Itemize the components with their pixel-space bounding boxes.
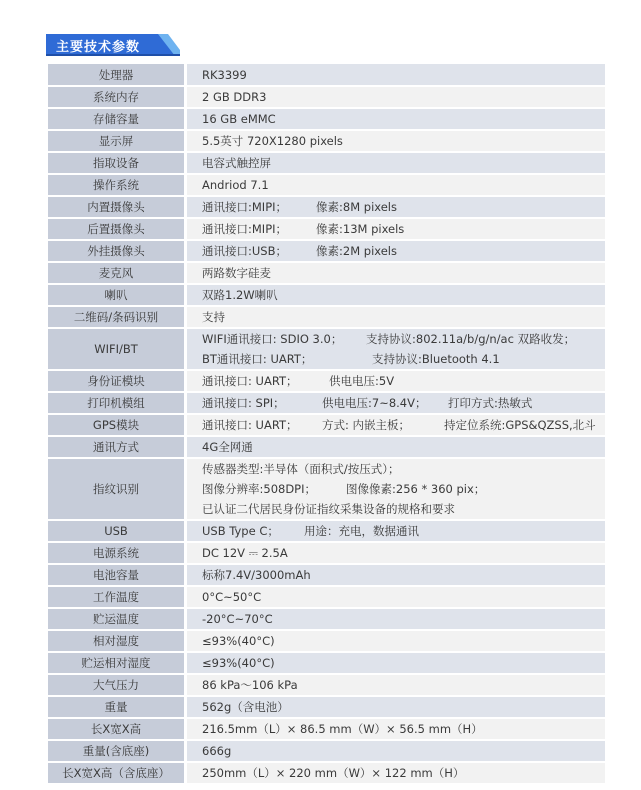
spec-label: 长X宽X高（含底座）: [48, 762, 186, 784]
spec-value-line: [202, 65, 605, 85]
table-row: [48, 370, 605, 392]
spec-value: [186, 436, 606, 458]
table-row: [48, 218, 605, 240]
table-row: [48, 174, 605, 196]
spec-value-part: 打印方式:热敏式: [448, 396, 533, 410]
spec-value-part: 支持协议:802.11a/b/g/n/ac 双路收发；: [366, 332, 576, 346]
spec-table: [48, 64, 605, 785]
spec-label: 相对湿度: [48, 630, 186, 652]
spec-value-part: 用途：充电，数据通讯: [304, 524, 419, 538]
spec-value-line: [202, 153, 605, 173]
spec-value: [186, 218, 606, 240]
page-title: 主要技术参数: [56, 40, 141, 55]
table-row: [48, 108, 605, 130]
spec-value-part: DC 12V ⎓ 2.5A: [202, 546, 288, 560]
spec-label: GPS模块: [48, 414, 186, 436]
table-row: [48, 64, 605, 86]
spec-value-line: [202, 609, 605, 629]
spec-value-line: [202, 263, 605, 283]
spec-value-part: 5.5英寸 720X1280 pixels: [202, 134, 343, 148]
spec-label: 大气压力: [48, 674, 186, 696]
spec-value-line: [202, 697, 605, 717]
spec-value: [186, 306, 606, 328]
spec-label: 处理器: [48, 64, 186, 86]
spec-value: [186, 108, 606, 130]
spec-value: [186, 674, 606, 696]
spec-value-part: 0°C~50°C: [202, 590, 262, 604]
spec-label: 二维码/条码识别: [48, 306, 186, 328]
spec-value-part: 支持: [202, 310, 225, 324]
spec-value: [186, 520, 606, 542]
spec-value-line: [202, 741, 605, 761]
spec-value-line: [202, 543, 605, 563]
spec-value-part: 供电电压:5V: [329, 374, 395, 388]
spec-value-part: 方式: 内嵌主板；: [322, 418, 411, 432]
spec-value: [186, 86, 606, 108]
spec-value-line: [202, 285, 605, 305]
spec-value-line: [202, 675, 605, 695]
spec-value-part: 通讯接口:MIPI；: [202, 222, 288, 236]
table-row: [48, 306, 605, 328]
table-row: [48, 564, 605, 586]
spec-value-part: 电容式触控屏: [202, 156, 271, 170]
spec-value-part: ≤93%(40°C): [202, 634, 275, 648]
table-row: [48, 392, 605, 414]
spec-value: [186, 608, 606, 630]
spec-label: USB: [48, 520, 186, 542]
spec-value: [186, 392, 606, 414]
spec-value-line: [202, 565, 605, 585]
spec-value: [186, 542, 606, 564]
spec-label: 电源系统: [48, 542, 186, 564]
spec-value-part: 562g（含电池）: [202, 700, 289, 714]
spec-value-part: Andriod 7.1: [202, 178, 269, 192]
table-row: [48, 458, 605, 520]
spec-value: [186, 630, 606, 652]
spec-label: 长X宽X高: [48, 718, 186, 740]
spec-label: 工作温度: [48, 586, 186, 608]
spec-value: [186, 414, 606, 436]
spec-value-part: 666g: [202, 744, 232, 758]
spec-label: 存储容量: [48, 108, 186, 130]
spec-value-part: WIFI通讯接口: SDIO 3.0；: [202, 332, 343, 346]
spec-value-part: 86 kPa～106 kPa: [202, 678, 298, 692]
spec-value: [186, 740, 606, 762]
spec-value-part: 250mm（L）× 220 mm（W）× 122 mm（H）: [202, 766, 465, 780]
spec-value: [186, 64, 606, 86]
spec-value-line: [202, 219, 605, 239]
spec-value-part: 两路数字硅麦: [202, 266, 271, 280]
spec-label: 内置摄像头: [48, 196, 186, 218]
table-row: [48, 586, 605, 608]
spec-label: 重量(含底座): [48, 740, 186, 762]
spec-label: 贮运温度: [48, 608, 186, 630]
spec-label: 电池容量: [48, 564, 186, 586]
table-row: [48, 718, 605, 740]
spec-value-line: [202, 241, 605, 261]
spec-label: 贮运相对湿度: [48, 652, 186, 674]
table-row: [48, 130, 605, 152]
spec-label: 后置摄像头: [48, 218, 186, 240]
spec-value-part: 已认证二代居民身份证指纹采集设备的规格和要求: [202, 502, 455, 516]
table-row: [48, 152, 605, 174]
table-row: [48, 196, 605, 218]
spec-value-line: [202, 653, 605, 673]
spec-value-part: 通讯接口: UART；: [202, 374, 298, 388]
spec-value-line: [202, 87, 605, 107]
spec-value-part: RK3399: [202, 67, 247, 82]
section-heading: [46, 34, 180, 56]
spec-value: [186, 762, 606, 784]
spec-value: [186, 196, 606, 218]
table-row: [48, 262, 605, 284]
table-row: [48, 740, 605, 762]
spec-value: [186, 718, 606, 740]
spec-label: 显示屏: [48, 130, 186, 152]
spec-value-part: 供电电压:7~8.4V；: [322, 396, 427, 410]
spec-value-part: 支持协议:Bluetooth 4.1: [372, 352, 500, 366]
spec-value-line: [202, 371, 605, 391]
table-row: [48, 608, 605, 630]
spec-value-part: 通讯接口: SPI；: [202, 396, 285, 410]
spec-label: 系统内存: [48, 86, 186, 108]
spec-value-part: BT通讯接口: UART；: [202, 352, 313, 366]
spec-value-part: 像素:8M pixels: [316, 200, 397, 214]
table-row: [48, 630, 605, 652]
spec-value: [186, 370, 606, 392]
spec-value: [186, 696, 606, 718]
spec-value-part: 通讯接口:USB；: [202, 244, 287, 258]
spec-label: WIFI/BT: [48, 328, 186, 370]
table-row: [48, 696, 605, 718]
spec-value-line: [202, 763, 605, 783]
spec-value-line: [202, 499, 605, 519]
spec-value-line: [202, 307, 605, 327]
spec-value-part: 图像分辨率:508DPI；: [202, 482, 317, 496]
table-row: [48, 674, 605, 696]
spec-value: [186, 284, 606, 306]
spec-value-part: 通讯接口: UART；: [202, 418, 298, 432]
spec-value: [186, 152, 606, 174]
spec-value-line: [202, 521, 605, 541]
spec-value: [186, 458, 606, 520]
spec-value: [186, 130, 606, 152]
spec-value-part: 像素:2M pixels: [316, 244, 397, 258]
spec-value-part: 216.5mm（L）× 86.5 mm（W）× 56.5 mm（H）: [202, 722, 483, 736]
spec-label: 操作系统: [48, 174, 186, 196]
spec-value-line: [202, 329, 605, 349]
spec-value-line: [202, 131, 605, 151]
spec-value: [186, 586, 606, 608]
table-row: [48, 542, 605, 564]
spec-label: 麦克风: [48, 262, 186, 284]
spec-value-line: [202, 719, 605, 739]
spec-value: [186, 174, 606, 196]
spec-value-part: 16 GB eMMC: [202, 112, 276, 126]
spec-value-part: 通讯接口:MIPI；: [202, 200, 288, 214]
spec-value: [186, 262, 606, 284]
spec-value-part: ≤93%(40°C): [202, 656, 275, 670]
spec-value: [186, 564, 606, 586]
spec-value-line: [202, 175, 605, 195]
table-row: [48, 414, 605, 436]
spec-value-part: -20°C~70°C: [202, 612, 273, 626]
table-row: [48, 436, 605, 458]
table-row: [48, 520, 605, 542]
spec-value-line: [202, 349, 605, 369]
table-row: [48, 328, 605, 370]
spec-value-line: [202, 415, 605, 435]
table-row: [48, 762, 605, 784]
spec-value-part: 双路1.2W喇叭: [202, 288, 278, 302]
spec-label: 身份证模块: [48, 370, 186, 392]
spec-value-line: [202, 437, 605, 457]
spec-value: [186, 240, 606, 262]
spec-value-line: [202, 459, 605, 479]
spec-value: [186, 652, 606, 674]
spec-value: [186, 328, 606, 370]
spec-label: 指纹识别: [48, 458, 186, 520]
spec-value-part: 持定位系统:GPS&QZSS,北斗: [444, 418, 596, 432]
spec-value-part: 2 GB DDR3: [202, 90, 267, 104]
spec-label: 通讯方式: [48, 436, 186, 458]
table-row: [48, 284, 605, 306]
spec-value-part: USB Type C；: [202, 524, 279, 538]
spec-label: 指取设备: [48, 152, 186, 174]
spec-value-line: [202, 587, 605, 607]
spec-value-part: 传感器类型:半导体（面积式/按压式）；: [202, 462, 400, 476]
spec-value-line: [202, 109, 605, 129]
spec-value-part: 标称7.4V/3000mAh: [202, 568, 311, 582]
spec-label: 重量: [48, 696, 186, 718]
spec-value-line: [202, 479, 605, 499]
table-row: [48, 86, 605, 108]
spec-value-part: 像素:13M pixels: [316, 222, 405, 236]
spec-label: 外挂摄像头: [48, 240, 186, 262]
spec-label: 打印机模组: [48, 392, 186, 414]
spec-value-line: [202, 197, 605, 217]
spec-value-part: 4G全网通: [202, 440, 253, 454]
spec-label: 喇叭: [48, 284, 186, 306]
table-row: [48, 652, 605, 674]
spec-value-line: [202, 631, 605, 651]
spec-value-part: 图像像素:256 * 360 pix；: [346, 482, 486, 496]
spec-value-line: [202, 393, 605, 413]
table-row: [48, 240, 605, 262]
